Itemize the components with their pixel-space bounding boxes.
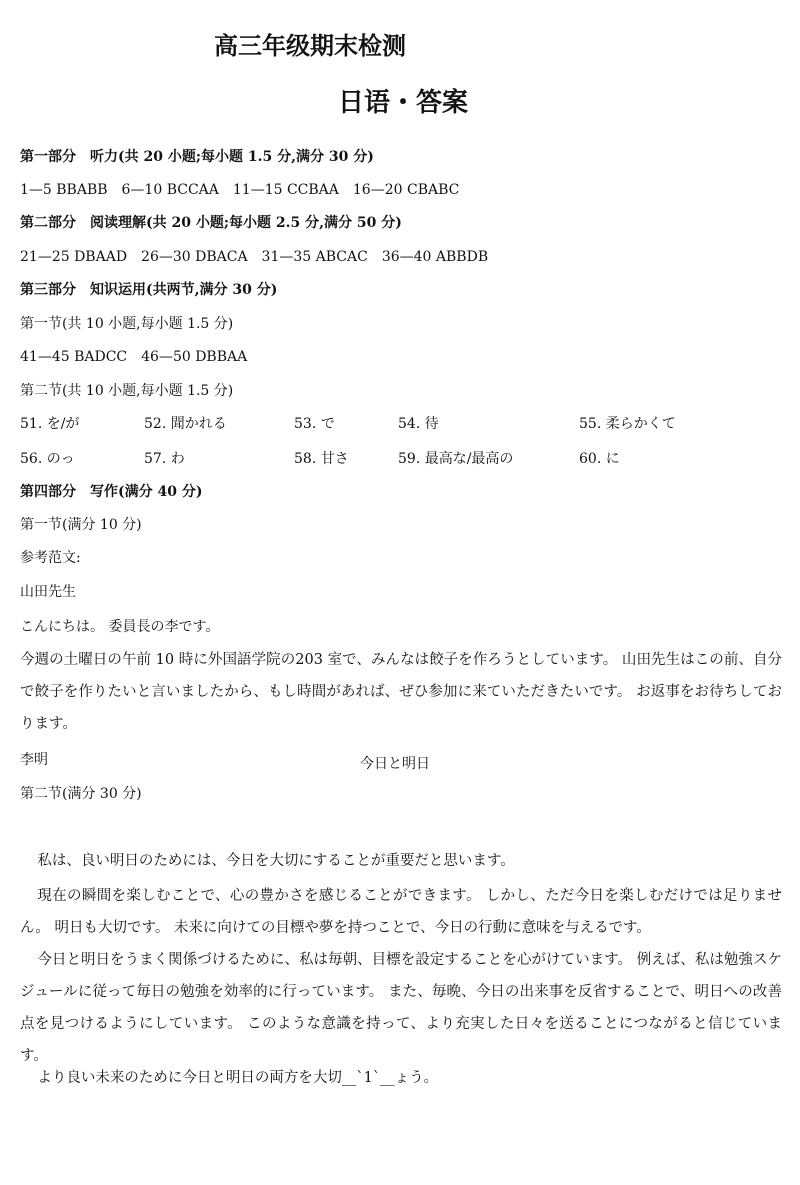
essay-paragraph: 私は、良い明日のためには、今日を大切にすることが重要だと思います。 bbox=[37, 853, 515, 869]
part2-answers: 21—25 DBAAD 26—30 DBACA 31—35 ABCAC 36—40 ABBDB bbox=[20, 249, 489, 265]
fill-answer-53: 53. で bbox=[294, 416, 335, 432]
fill-answer-56: 56. のっ bbox=[20, 451, 75, 467]
part1-answers: 1—5 BBABB 6—10 BCCAA 11—15 CCBAA 16—20 CBABC bbox=[20, 182, 460, 198]
letter-salutation: 山田先生 bbox=[20, 584, 76, 600]
essay-paragraph: 現在の瞬間を楽しむことで、心の豊かさを感じることができます。 しかし、ただ今日を楽しむだけでは足りません。 明日も大切です。 未来に向けての目標や夢を持つことで、今日の行動に意味を与えるです。 bbox=[20, 888, 782, 936]
exam-subtitle: 日语・答案 bbox=[338, 88, 469, 118]
sample-label: 参考范文: bbox=[20, 550, 81, 566]
fill-answer-54: 54. 待 bbox=[398, 416, 439, 432]
part3-heading: 第三部分 知识运用(共两节,满分 30 分) bbox=[20, 282, 278, 298]
letter-greeting: こんにちは。 委員長の李です。 bbox=[20, 619, 220, 635]
part4-heading: 第四部分 写作(满分 40 分) bbox=[20, 484, 203, 500]
fill-answer-51: 51. を/が bbox=[20, 416, 80, 432]
letter-body: 今週の土曜日の午前 10 時に外国語学院の203 室で、みんなは餃子を作ろうとしています。 山田先生はこの前、自分で餃子を作りたいと言いましたから、もし時間があれば、ぜひ参加に来ていただきたいです。 お返事をお待ちしております。 bbox=[20, 652, 782, 732]
fill-answer-58: 58. 甘さ bbox=[294, 451, 349, 467]
part4-section2-heading: 第二节(满分 30 分) bbox=[20, 786, 142, 802]
part3-section1-heading: 第一节(共 10 小题,每小题 1.5 分) bbox=[20, 316, 234, 332]
fill-answer-60: 60. に bbox=[579, 451, 620, 467]
exam-title: 高三年级期末检测 bbox=[214, 31, 406, 60]
fill-answer-57: 57. わ bbox=[144, 451, 185, 467]
part1-heading: 第一部分 听力(共 20 小题;每小题 1.5 分,满分 30 分) bbox=[20, 149, 374, 165]
letter-signature: 李明 bbox=[20, 752, 48, 768]
fill-answer-59: 59. 最高な/最高の bbox=[398, 451, 514, 467]
part2-heading: 第二部分 阅读理解(共 20 小题;每小题 2.5 分,满分 50 分) bbox=[20, 215, 402, 231]
fill-answer-55: 55. 柔らかくて bbox=[579, 416, 676, 432]
part4-section1-heading: 第一节(满分 10 分) bbox=[20, 517, 142, 533]
essay-title: 今日と明日 bbox=[360, 756, 430, 772]
essay-closing-line: より良い未来のために今日と明日の両方を大切__`1`__ょう。 bbox=[37, 1070, 439, 1086]
essay-paragraph: 今日と明日をうまく関係づけるために、私は毎朝、目標を設定することを心がけています。 例えば、私は勉強スケジュールに従って毎日の勉強を効率的に行っています。 また、毎晩、今日の出来事を反省することで、明日への改善点を見つけるようにしています。 このような意識を持って、より充実した日々を送ることにつながると信じています。 bbox=[20, 952, 782, 1064]
fill-answer-52: 52. 聞かれる bbox=[144, 416, 227, 432]
part3-section1-answers: 41—45 BADCC 46—50 DBBAA bbox=[20, 349, 248, 365]
part3-section2-heading: 第二节(共 10 小题,每小题 1.5 分) bbox=[20, 383, 234, 399]
